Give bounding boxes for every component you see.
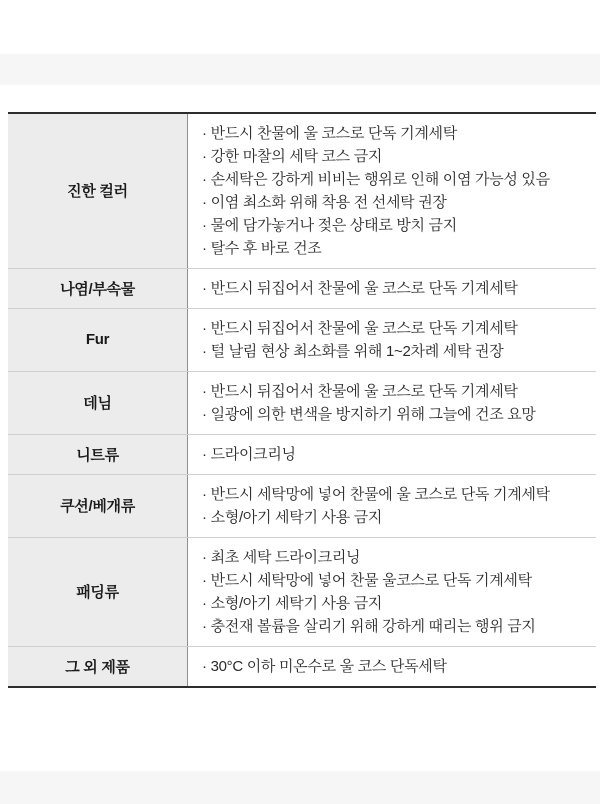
material-label: 나염/부속물 — [8, 269, 188, 308]
instruction-item: · 탈수 후 바로 건조 — [202, 239, 322, 257]
instructions-cell — [188, 647, 596, 686]
instruction-item: · 이염 최소화 위해 착용 전 선세탁 권장 — [202, 193, 447, 211]
table-row — [8, 537, 596, 646]
instruction-item: · 30°C 이하 미온수로 울 코스 단독세탁 — [202, 657, 447, 675]
table-row — [8, 646, 596, 686]
instruction-item: · 반드시 뒤집어서 찬물에 울 코스로 단독 기계세탁 — [202, 319, 518, 337]
instruction-item: · 충전재 볼륨을 살리기 위해 강하게 때리는 행위 금지 — [202, 617, 536, 635]
material-label: 쿠션/베개류 — [8, 475, 188, 537]
material-label: 니트류 — [8, 435, 188, 474]
table-row — [8, 114, 596, 268]
instructions-cell — [188, 475, 596, 537]
material-label: 데님 — [8, 372, 188, 434]
instructions-cell — [188, 269, 596, 308]
instruction-item: · 소형/아기 세탁기 사용 금지 — [202, 594, 383, 612]
table-row — [8, 308, 596, 371]
instruction-item: · 털 날림 현상 최소화를 위해 1~2차례 세탁 권장 — [202, 342, 504, 360]
instructions-cell — [188, 372, 596, 434]
instruction-item: · 최초 세탁 드라이크리닝 — [202, 548, 361, 566]
material-wash-table — [8, 112, 596, 688]
instruction-item: · 소형/아기 세탁기 사용 금지 — [202, 508, 383, 526]
instruction-item: · 반드시 세탁망에 넣어 찬물에 울 코스로 단독 기계세탁 — [202, 485, 550, 503]
instruction-item: · 물에 담가놓거나 젖은 상태로 방치 금지 — [202, 216, 457, 234]
instruction-item: · 반드시 찬물에 울 코스로 단독 기계세탁 — [202, 124, 457, 142]
instruction-item: · 일광에 의한 변색을 방지하기 위해 그늘에 건조 요망 — [202, 405, 536, 423]
instruction-item: · 강한 마찰의 세탁 코스 금지 — [202, 147, 383, 165]
instruction-item: · 드라이크리닝 — [202, 445, 296, 463]
instruction-item: · 반드시 뒤집어서 찬물에 울 코스로 단독 기계세탁 — [202, 279, 518, 297]
instruction-item: · 손세탁은 강하게 비비는 행위로 인해 이염 가능성 있음 — [202, 170, 550, 188]
material-label: 그 외 제품 — [8, 647, 188, 686]
material-label: Fur — [8, 309, 188, 371]
table-row — [8, 371, 596, 434]
instructions-cell — [188, 538, 596, 646]
top-gray-band — [0, 54, 600, 85]
instructions-cell — [188, 114, 596, 268]
table-row — [8, 474, 596, 537]
instructions-cell — [188, 435, 596, 474]
table-row — [8, 268, 596, 308]
instruction-item: · 반드시 세탁망에 넣어 찬물 울코스로 단독 기계세탁 — [202, 571, 532, 589]
table-row — [8, 434, 596, 474]
material-label: 패딩류 — [8, 538, 188, 646]
material-table-body — [8, 114, 596, 686]
material-label: 진한 컬러 — [8, 114, 188, 268]
bottom-gray-band — [0, 771, 600, 804]
instruction-item: · 반드시 뒤집어서 찬물에 울 코스로 단독 기계세탁 — [202, 382, 518, 400]
instructions-cell — [188, 309, 596, 371]
